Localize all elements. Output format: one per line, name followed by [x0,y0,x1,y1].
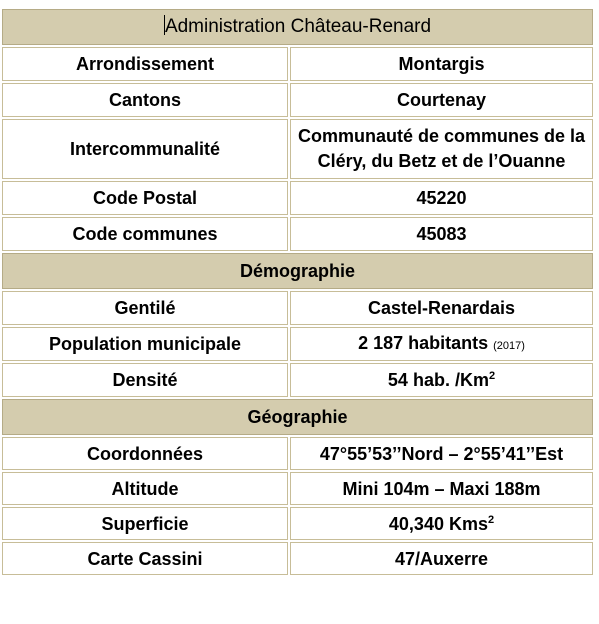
intercommunalite-label: Intercommunalité [2,119,288,179]
table-row [2,542,593,575]
table-row [2,472,593,505]
altitude-value: Mini 104m – Maxi 188m [290,472,593,505]
section-header-administration [2,9,593,45]
cassini-value: 47/Auxerre [290,542,593,575]
superficie-cell [290,507,593,540]
population-label: Population municipale [2,327,288,361]
superficie-label: Superficie [2,507,288,540]
superficie-value: 40,340 Kms [388,513,488,534]
superficie-exponent: 2 [487,513,495,526]
arrondissement-label: Arrondissement [2,47,288,81]
coordonnees-label: Coordonnées [2,437,288,470]
table-row [2,47,593,81]
gentile-value: Castel-Renardais [290,291,593,325]
table-row [2,437,593,470]
section-title-administration[interactable] [2,9,593,45]
population-value: 2 187 habitants [358,332,489,353]
table-row [2,363,593,397]
table-row [2,291,593,325]
table-row [2,119,593,179]
table-row [2,217,593,251]
title-text: Administration Château-Renard [164,16,432,37]
gentile-label: Gentilé [2,291,288,325]
section-header-demographie [2,253,593,289]
densite-label: Densité [2,363,288,397]
code-postal-label: Code Postal [2,181,288,215]
section-header-geographie [2,399,593,435]
administration-table [0,7,595,577]
cassini-label: Carte Cassini [2,542,288,575]
section-title-demographie: Démographie [2,253,593,289]
population-cell [290,327,593,361]
coordonnees-value: 47°55’53’’Nord – 2°55’41’’Est [290,437,593,470]
table-row [2,507,593,540]
code-postal-value: 45220 [290,181,593,215]
densite-cell [290,363,593,397]
arrondissement-value: Montargis [290,47,593,81]
densite-value: 54 hab. /Km [387,370,489,390]
altitude-label: Altitude [2,472,288,505]
intercommunalite-value: Communauté de communes de la Cléry, du Betz et de l’Ouanne [290,119,593,179]
densite-exponent: 2 [488,370,496,382]
table-row [2,181,593,215]
section-title-geographie: Géographie [2,399,593,435]
code-communes-label: Code communes [2,217,288,251]
table-row [2,327,593,361]
cantons-label: Cantons [2,83,288,117]
population-year: (2017) [493,339,525,352]
cantons-value: Courtenay [290,83,593,117]
table-row [2,83,593,117]
code-communes-value: 45083 [290,217,593,251]
